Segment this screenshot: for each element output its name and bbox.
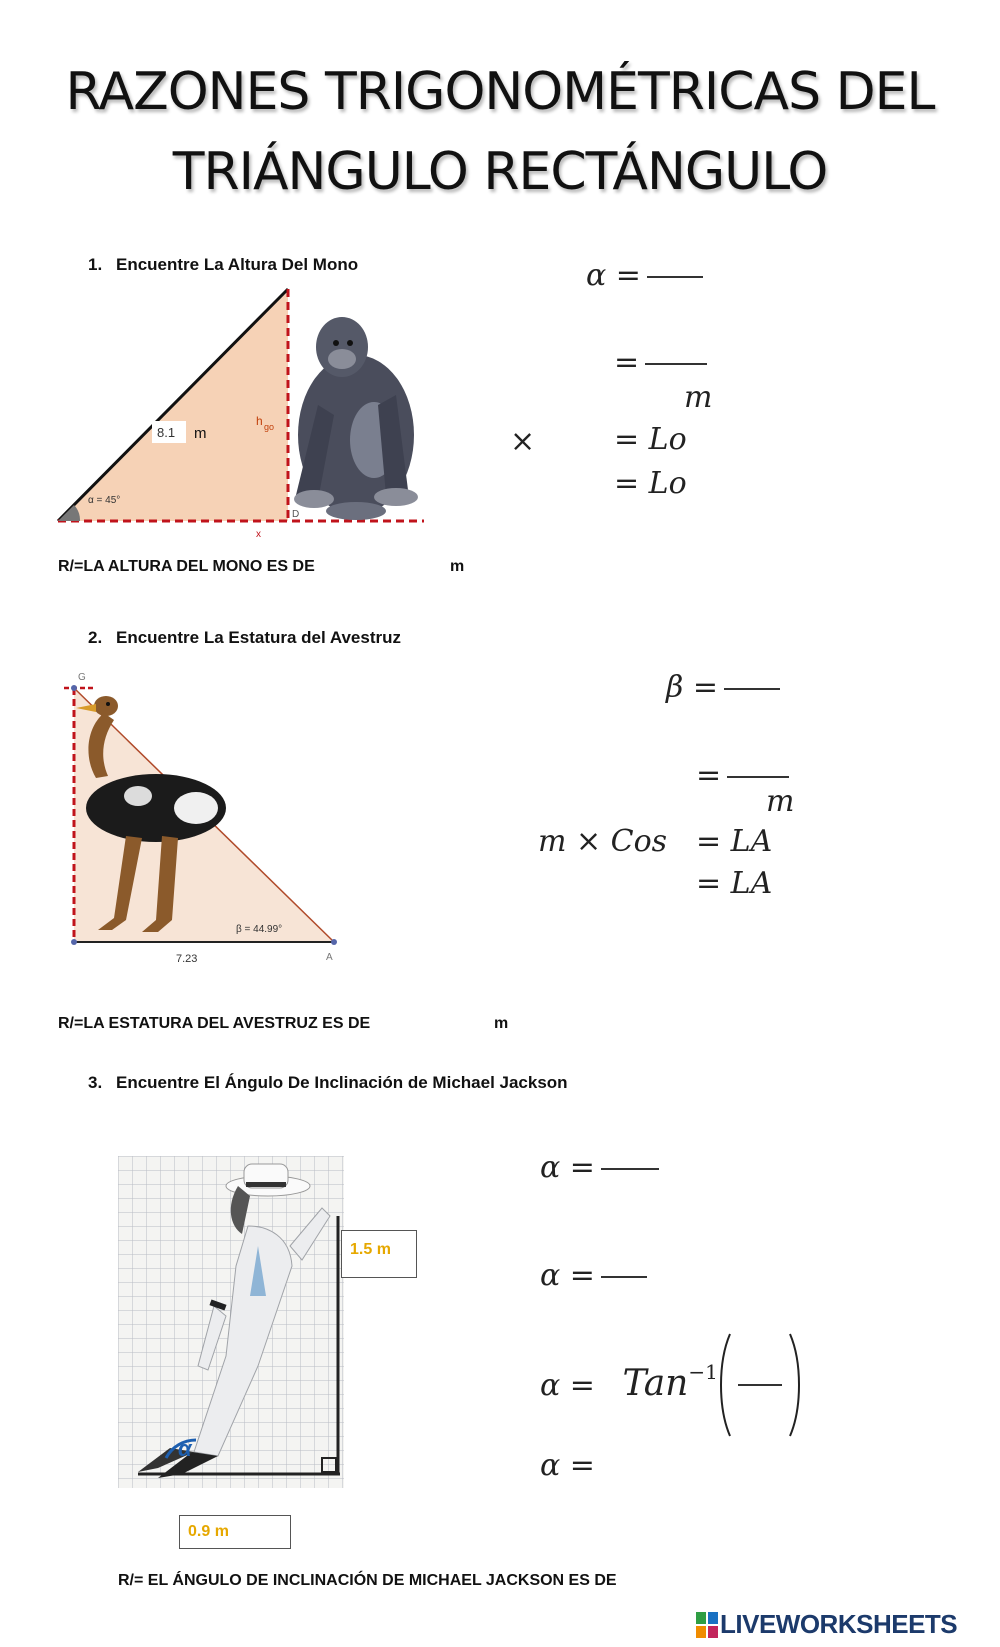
question-2-number: 2. xyxy=(88,628,103,647)
height-value-box: 1.5 m xyxy=(341,1230,417,1278)
point-label: D xyxy=(292,509,300,520)
ostrich-triangle-figure xyxy=(56,668,346,968)
height-label: h xyxy=(256,414,263,428)
question-1-number: 1. xyxy=(88,255,103,274)
michael-jackson-figure xyxy=(118,1156,344,1488)
q2-answer-unit: m xyxy=(494,1015,509,1032)
q3-eq-3-parentheses xyxy=(720,1332,800,1438)
q1-eq-2 xyxy=(614,345,707,380)
angle-alpha-label: α xyxy=(178,1436,192,1461)
q1-eq-1-blank[interactable] xyxy=(647,276,703,278)
base-value-box: 0.9 m xyxy=(179,1515,291,1549)
question-2-text: Encuentre La Estatura del Avestruz xyxy=(116,628,401,647)
q1-eq-1-lhs: α = xyxy=(586,258,641,293)
q2-eq-3-left xyxy=(538,824,667,859)
angle-label: α = 45° xyxy=(88,495,121,506)
q1-eq-3-text: = Lo xyxy=(614,422,687,457)
q1-eq-4-text: = Lo xyxy=(614,466,687,501)
question-3-number: 3. xyxy=(88,1073,103,1092)
q3-eq-3-exponent: −1 xyxy=(688,1360,718,1384)
page-title-line-2: TRIÁNGULO RECTÁNGULO xyxy=(172,142,828,202)
q3-eq-4-lhs: α = xyxy=(540,1448,595,1483)
height-label-sub: go xyxy=(264,422,275,432)
logo-icon xyxy=(696,1612,720,1638)
q1-eq-2-blank[interactable] xyxy=(645,363,707,365)
q1-answer-text: R/=LA ALTURA DEL MONO ES DE xyxy=(58,558,315,575)
q1-eq-3-left: × xyxy=(510,424,536,459)
q2-eq-3 xyxy=(696,824,772,859)
monkey-triangle-figure xyxy=(56,285,426,540)
q1-eq-2-lhs: = xyxy=(614,345,640,380)
point-g-label: G xyxy=(78,672,86,683)
q2-eq-3-text: = LA xyxy=(696,824,773,859)
q2-eq-3-left-text: m × Cos xyxy=(538,824,668,859)
q1-eq-4 xyxy=(614,466,687,501)
q2-eq-1-blank[interactable] xyxy=(724,688,780,690)
question-1-text: Encuentre La Altura Del Mono xyxy=(116,255,359,274)
q3-eq-3-function: Tan xyxy=(622,1363,689,1404)
q1-eq-3 xyxy=(614,422,687,457)
q1-answer-unit: m xyxy=(450,558,465,575)
q1-eq-2-denominator xyxy=(684,380,712,415)
page-title-line-1: RAZONES TRIGONOMÉTRICAS DEL xyxy=(65,62,935,122)
base-label: 7.23 xyxy=(176,953,198,965)
question-3-text: Encuentre El Ángulo De Inclinación de Michael Jackson xyxy=(116,1073,568,1092)
q3-eq-1 xyxy=(540,1150,659,1185)
q3-eq-1-lhs: α = xyxy=(540,1150,595,1185)
q3-eq-2 xyxy=(540,1258,647,1293)
q1-eq-1 xyxy=(586,258,703,293)
q2-eq-2-lhs: = xyxy=(696,758,722,793)
liveworksheets-logo[interactable] xyxy=(696,1609,957,1640)
q2-eq-2-denominator xyxy=(766,784,794,819)
gorilla-illustration xyxy=(294,317,418,520)
angle-label: β = 44.99° xyxy=(236,924,283,935)
q2-eq-1-lhs: β = xyxy=(666,670,719,705)
point-a-label: A xyxy=(326,952,333,963)
q3-eq-3-lhs: α = xyxy=(540,1368,595,1403)
question-2-heading xyxy=(88,628,401,648)
q2-eq-4 xyxy=(696,866,772,901)
q3-eq-1-blank[interactable] xyxy=(601,1168,659,1170)
q2-eq-2-blank[interactable] xyxy=(727,776,789,778)
q2-eq-4-text: = LA xyxy=(696,866,773,901)
q1-eq-2-den-unit: m xyxy=(684,380,713,415)
q3-eq-4 xyxy=(540,1448,595,1483)
question-1-heading xyxy=(88,255,358,275)
q2-answer-text: R/=LA ESTATURA DEL AVESTRUZ ES DE xyxy=(58,1015,371,1032)
logo-text: LIVEWORKSHEETS xyxy=(720,1609,958,1639)
question-3-heading xyxy=(88,1073,568,1093)
hyp-label-unit: m xyxy=(194,425,207,442)
q3-answer-text: R/= EL ÁNGULO DE INCLINACIÓN DE MICHAEL JACKSON ES DE xyxy=(118,1572,617,1589)
q2-eq-2-den-unit: m xyxy=(766,784,795,819)
hyp-label-value: 8.1 xyxy=(157,425,176,440)
q3-eq-3 xyxy=(540,1360,718,1404)
base-label: x xyxy=(256,529,261,540)
q2-eq-1 xyxy=(666,670,780,705)
q3-eq-2-blank[interactable] xyxy=(601,1276,647,1278)
q3-eq-2-lhs: α = xyxy=(540,1258,595,1293)
